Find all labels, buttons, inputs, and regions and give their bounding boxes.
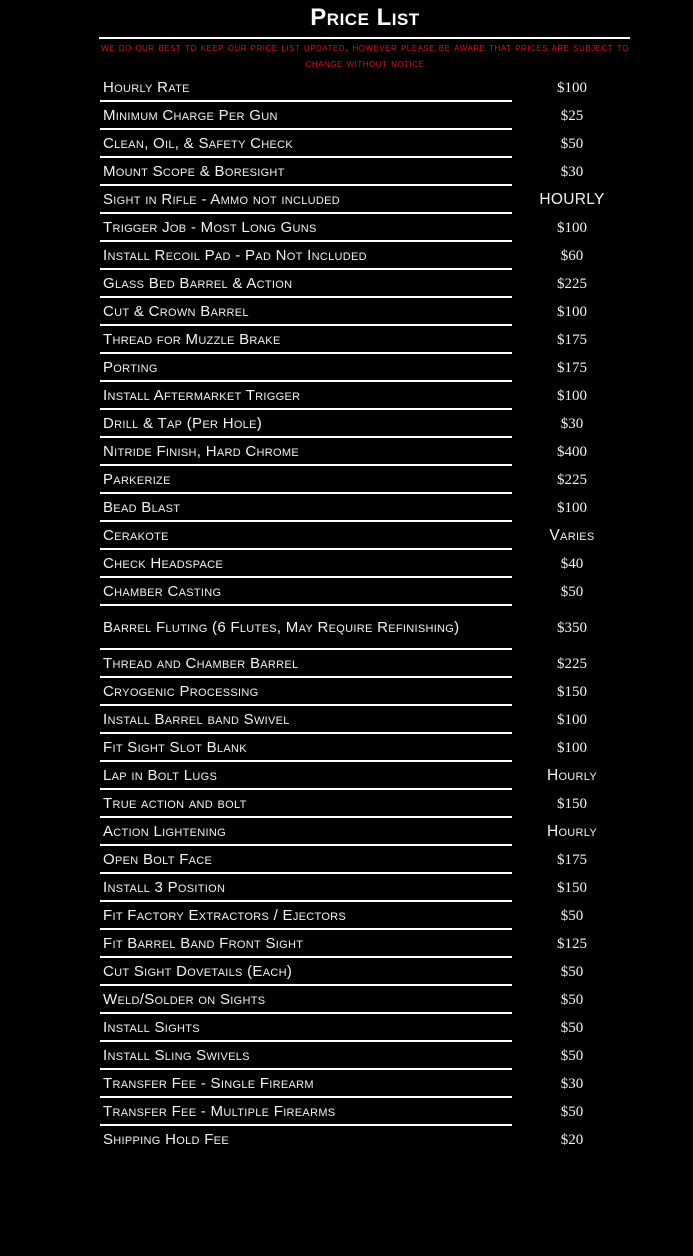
service-price: $100 bbox=[557, 499, 587, 516]
service-price: Hourly bbox=[546, 823, 598, 840]
price-row bbox=[100, 494, 640, 522]
price-row bbox=[100, 410, 640, 438]
service-name: Transfer Fee - Single Firearm bbox=[103, 1075, 314, 1092]
service-price: $225 bbox=[557, 275, 587, 292]
service-name: True action and bolt bbox=[103, 795, 247, 812]
service-price: $20 bbox=[560, 1131, 584, 1148]
service-name: Thread and Chamber Barrel bbox=[103, 655, 299, 672]
service-price: $50 bbox=[560, 991, 584, 1008]
price-row bbox=[100, 818, 640, 846]
price-row bbox=[100, 354, 640, 382]
price-row bbox=[100, 270, 640, 298]
service-name: Glass Bed Barrel & Action bbox=[103, 275, 293, 292]
price-row bbox=[100, 438, 640, 466]
service-price: $30 bbox=[560, 1075, 584, 1092]
price-row bbox=[100, 74, 640, 102]
service-price: $150 bbox=[557, 795, 587, 812]
service-name: Parkerize bbox=[103, 471, 171, 488]
service-price: $225 bbox=[557, 471, 587, 488]
service-price: $40 bbox=[560, 555, 584, 572]
price-row bbox=[100, 298, 640, 326]
service-name: Mount Scope & Boresight bbox=[103, 163, 285, 180]
service-price: $400 bbox=[557, 443, 587, 460]
service-price: Varies bbox=[549, 527, 595, 544]
price-row bbox=[100, 606, 640, 650]
price-row bbox=[100, 382, 640, 410]
service-price: $150 bbox=[557, 683, 587, 700]
service-price: $100 bbox=[557, 303, 587, 320]
service-price: $30 bbox=[560, 163, 584, 180]
service-name: Minimum Charge Per Gun bbox=[103, 107, 278, 124]
price-row bbox=[100, 186, 640, 214]
title-divider bbox=[99, 37, 630, 39]
price-row bbox=[100, 734, 640, 762]
service-price: Hourly bbox=[546, 767, 598, 784]
service-name: Action Lightening bbox=[103, 823, 226, 840]
price-row bbox=[100, 1070, 640, 1098]
service-price: $50 bbox=[560, 583, 584, 600]
service-price: $100 bbox=[557, 79, 587, 96]
page-title: Price List bbox=[310, 4, 420, 31]
service-price: $50 bbox=[560, 1019, 584, 1036]
service-name: Trigger Job - Most Long Guns bbox=[103, 219, 317, 236]
price-row bbox=[100, 1126, 640, 1154]
service-price: $125 bbox=[557, 935, 587, 952]
price-row bbox=[100, 846, 640, 874]
price-row bbox=[100, 1014, 640, 1042]
price-row bbox=[100, 326, 640, 354]
service-price: $50 bbox=[560, 1103, 584, 1120]
service-name: Clean, Oil, & Safety Check bbox=[103, 135, 294, 152]
service-price: $100 bbox=[557, 739, 587, 756]
service-name: Check Headspace bbox=[103, 555, 223, 572]
service-name: Porting bbox=[103, 359, 158, 376]
service-name: Fit Barrel Band Front Sight bbox=[103, 935, 304, 952]
price-row bbox=[100, 706, 640, 734]
service-price: HOURLY bbox=[539, 191, 605, 208]
service-name: Chamber Casting bbox=[103, 583, 222, 600]
price-row bbox=[100, 874, 640, 902]
price-row bbox=[100, 790, 640, 818]
service-price: $50 bbox=[560, 907, 584, 924]
service-price: $175 bbox=[557, 851, 587, 868]
service-name: Fit Factory Extractors / Ejectors bbox=[103, 907, 347, 924]
service-price: $100 bbox=[557, 387, 587, 404]
service-price: $150 bbox=[557, 879, 587, 896]
service-price: $50 bbox=[560, 963, 584, 980]
service-name: Cut Sight Dovetails (Each) bbox=[103, 963, 293, 980]
price-row bbox=[100, 1098, 640, 1126]
price-row bbox=[100, 578, 640, 606]
service-name: Shipping Hold Fee bbox=[103, 1131, 229, 1148]
price-row bbox=[100, 902, 640, 930]
price-row bbox=[100, 678, 640, 706]
service-price: $100 bbox=[557, 219, 587, 236]
service-name: Drill & Tap (Per Hole) bbox=[103, 415, 263, 432]
service-price: $100 bbox=[557, 711, 587, 728]
service-name: Open Bolt Face bbox=[103, 851, 213, 868]
price-row bbox=[100, 550, 640, 578]
service-price: $175 bbox=[557, 359, 587, 376]
price-row bbox=[100, 930, 640, 958]
service-name: Transfer Fee - Multiple Firearms bbox=[103, 1103, 336, 1120]
service-name: Weld/Solder on Sights bbox=[103, 991, 266, 1008]
service-name: Thread for Muzzle Brake bbox=[103, 331, 281, 348]
service-name: Barrel Fluting (6 Flutes, May Require Refinishing) bbox=[103, 619, 460, 636]
price-row bbox=[100, 130, 640, 158]
service-price: $30 bbox=[560, 415, 584, 432]
service-name: Install 3 Position bbox=[103, 879, 226, 896]
price-row bbox=[100, 466, 640, 494]
service-name: Install Recoil Pad - Pad Not Included bbox=[103, 247, 367, 264]
price-list bbox=[100, 74, 640, 1154]
service-name: Install Sights bbox=[103, 1019, 200, 1036]
service-name: Fit Sight Slot Blank bbox=[103, 739, 247, 756]
price-row bbox=[100, 986, 640, 1014]
price-row bbox=[100, 158, 640, 186]
service-name: Cerakote bbox=[103, 527, 169, 544]
price-row bbox=[100, 762, 640, 790]
service-name: Lap in Bolt Lugs bbox=[103, 767, 218, 784]
service-price: $60 bbox=[560, 247, 584, 264]
service-name: Nitride Finish, Hard Chrome bbox=[103, 443, 299, 460]
service-name: Cut & Crown Barrel bbox=[103, 303, 249, 320]
service-name: Cryogenic Processing bbox=[103, 683, 259, 700]
service-price: $25 bbox=[560, 107, 584, 124]
price-row bbox=[100, 650, 640, 678]
service-name: Install Sling Swivels bbox=[103, 1047, 250, 1064]
service-name: Bead Blast bbox=[103, 499, 181, 516]
service-name: Install Aftermarket Trigger bbox=[103, 387, 301, 404]
service-price: $350 bbox=[557, 619, 587, 636]
price-row bbox=[100, 242, 640, 270]
price-row bbox=[100, 214, 640, 242]
service-price: $175 bbox=[557, 331, 587, 348]
price-row bbox=[100, 102, 640, 130]
price-notice: we do our best to keep our price list updated. however please be aware that prices are subject to change without notice bbox=[101, 42, 629, 70]
service-name: Hourly Rate bbox=[103, 79, 190, 96]
price-row bbox=[100, 522, 640, 550]
service-name: Install Barrel band Swivel bbox=[103, 711, 290, 728]
price-row bbox=[100, 1042, 640, 1070]
service-price: $50 bbox=[560, 1047, 584, 1064]
service-price: $50 bbox=[560, 135, 584, 152]
service-price: $225 bbox=[557, 655, 587, 672]
service-name: Sight in Rifle - Ammo not included bbox=[103, 191, 341, 208]
price-row bbox=[100, 958, 640, 986]
